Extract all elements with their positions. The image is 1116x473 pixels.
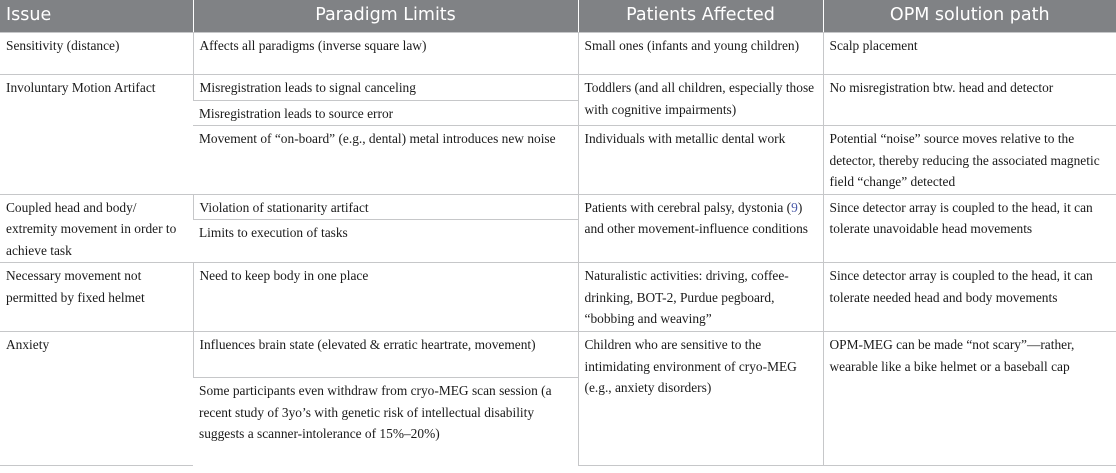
patients-text-before: Patients with cerebral palsy, dystonia ( <box>584 199 792 215</box>
limit-cell: Influences brain state (elevated & erratic heartrate, movement) <box>193 332 578 378</box>
patients-cell: Individuals with metallic dental work <box>578 126 823 195</box>
issue-cell: Necessary movement not permitted by fixed helmet <box>0 263 193 332</box>
issue-cell: Involuntary Motion Artifact <box>0 75 193 195</box>
patients-cell: Toddlers (and all children, especially those with cognitive impairments) <box>578 75 823 126</box>
solution-cell: Scalp placement <box>823 33 1116 75</box>
header-issue: Issue <box>0 0 193 33</box>
solution-cell: Since detector array is coupled to the head, it can tolerate unavoidable head movements <box>823 194 1116 263</box>
solution-cell: Since detector array is coupled to the head, it can tolerate needed head and body movements <box>823 263 1116 332</box>
limit-cell: Need to keep body in one place <box>193 263 578 332</box>
table-row <box>0 263 1116 332</box>
patients-cell: Children who are sensitive to the intimidating environment of cryo-MEG (e.g., anxiety disorders) <box>578 332 823 466</box>
table-row <box>0 33 1116 75</box>
issue-cell: Sensitivity (distance) <box>0 33 193 75</box>
solution-cell: OPM-MEG can be made “not scary”—rather, wearable like a bike helmet or a baseball cap <box>823 332 1116 466</box>
limit-cell: Affects all paradigms (inverse square law) <box>193 33 578 75</box>
patients-cell: Naturalistic activities: driving, coffee-drinking, BOT-2, Purdue pegboard, “bobbing and weaving” <box>578 263 823 332</box>
table-row <box>0 75 1116 101</box>
issue-cell: Coupled head and body/ extremity movement in order to achieve task <box>0 194 193 263</box>
limit-cell: Some participants even withdraw from cryo-MEG scan session (a recent study of 3yo’s with genetic risk of intellectual disability suggests a scanner-intolerance of 15%–20%) <box>199 383 552 441</box>
header-patients-affected: Patients Affected <box>578 0 823 33</box>
header-paradigm-limits: Paradigm Limits <box>193 0 578 33</box>
citation-link[interactable]: 9 <box>791 199 798 215</box>
header-opm-solution-path: OPM solution path <box>823 0 1116 33</box>
table-row <box>0 332 1116 378</box>
patients-cell: Small ones (infants and young children) <box>578 33 823 75</box>
patients-text-after: ) and other movement-influence conditions <box>584 199 808 236</box>
limit-cell: Limits to execution of tasks <box>193 220 578 263</box>
table-row <box>0 194 1116 220</box>
header-row <box>0 0 1116 33</box>
solution-cell: Potential “noise” source moves relative to the detector, thereby reducing the associated magnetic field “change” detected <box>823 126 1116 195</box>
limit-cell: Movement of “on-board” (e.g., dental) metal introduces new noise <box>193 126 578 195</box>
limit-cell: Misregistration leads to source error <box>193 100 578 126</box>
limit-cell: Misregistration leads to signal canceling <box>193 75 578 101</box>
limit-cell: Violation of stationarity artifact <box>193 194 578 220</box>
patients-cell <box>578 194 823 263</box>
solution-cell: No misregistration btw. head and detector <box>823 75 1116 126</box>
issue-cell: Anxiety <box>0 332 193 466</box>
